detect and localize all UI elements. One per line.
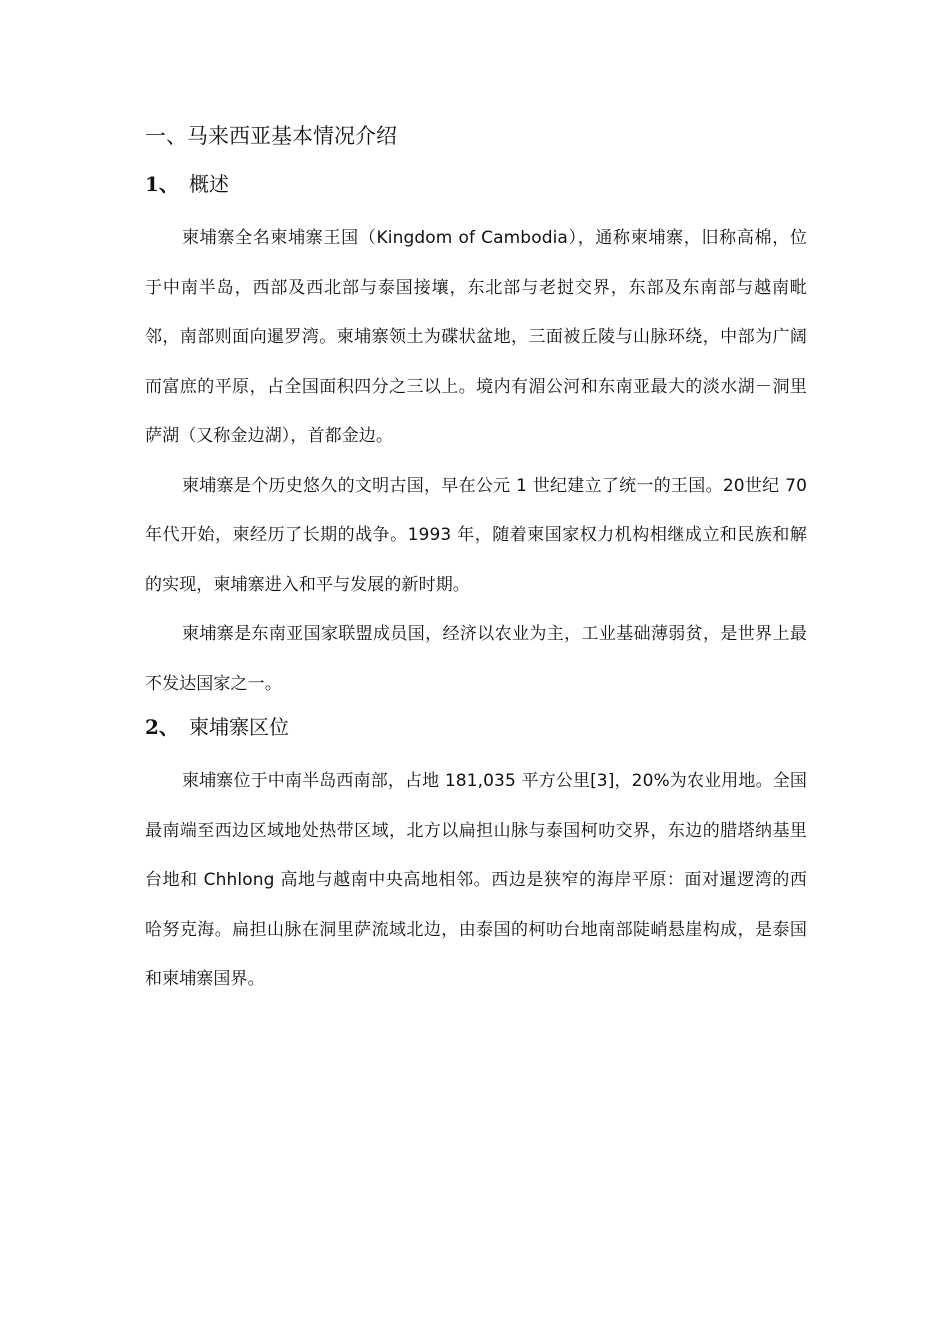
section-title: 概述 bbox=[189, 172, 229, 196]
document-body bbox=[145, 118, 807, 1005]
section-heading-location bbox=[145, 709, 807, 745]
paragraph-overview-1: 柬埔寨全名柬埔寨王国（Kingdom of Cambodia），通称柬埔寨，旧称高棉，位于中南半岛，西部及西北部与泰国接壤，东北部与老挝交界，东部及东南部与越南毗邻，南部则面向暹罗湾。柬埔寨领土为碟状盆地，三面被丘陵与山脉环绕，中部为广阔而富庶的平原，占全国面积四分之三以上。境内有湄公河和东南亚最大的淡水湖－洞里萨湖（又称金边湖），首都金边。 bbox=[145, 228, 807, 446]
paragraph-location-1: 柬埔寨位于中南半岛西南部，占地 181,035 平方公里[3]，20%为农业用地。全国最南端至西边区域地处热带区域，北方以扁担山脉与泰国柯叻交界，东边的腊塔纳基里台地和 Chhlong 高地与越南中央高地相邻。西边是狭窄的海岸平原：面对暹逻湾的西哈努克海。扁担山脉在洞里萨流域北边，由泰国的柯叻台地南部陡峭悬崖构成，是泰国和柬埔寨国界。 bbox=[145, 771, 807, 989]
paragraph-overview-3: 柬埔寨是东南亚国家联盟成员国，经济以农业为主，工业基础薄弱贫，是世界上最不发达国家之一。 bbox=[145, 624, 807, 694]
section-heading-overview bbox=[145, 166, 807, 202]
section-title: 柬埔寨区位 bbox=[189, 715, 289, 739]
section-number: 1、 bbox=[145, 172, 179, 196]
paragraph-overview-2: 柬埔寨是个历史悠久的文明古国，早在公元 1 世纪建立了统一的王国。20世纪 70 年代开始，柬经历了长期的战争。1993 年，随着柬国家权力机构相继成立和民族和解的实现，柬埔寨进入和平与发展的新时期。 bbox=[145, 475, 807, 595]
section-number: 2、 bbox=[145, 715, 179, 739]
chapter-title: 一、马来西亚基本情况介绍 bbox=[145, 124, 397, 148]
